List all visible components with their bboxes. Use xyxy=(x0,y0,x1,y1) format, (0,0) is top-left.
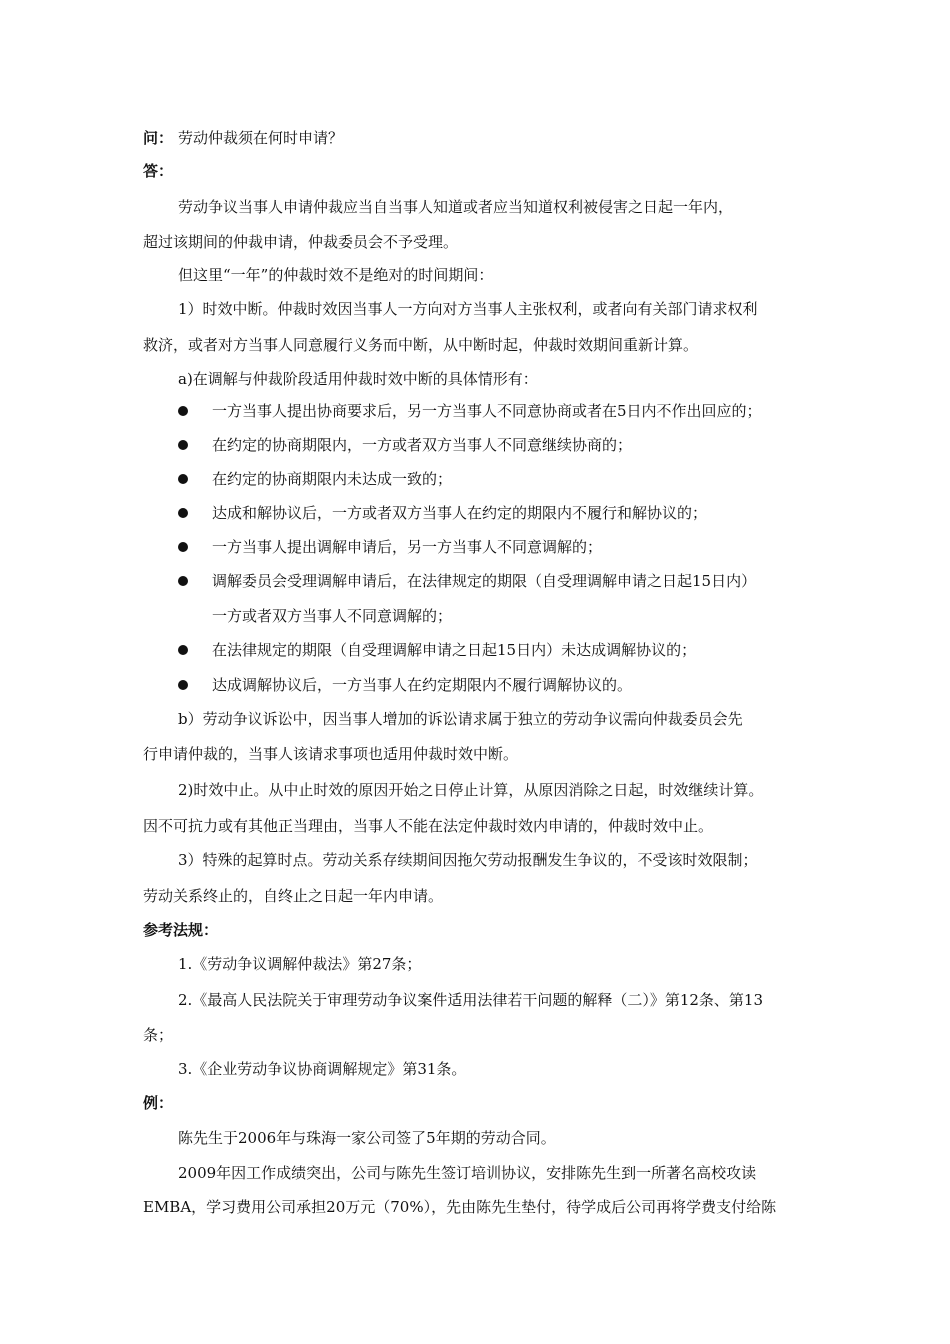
bullet-icon xyxy=(178,645,188,655)
reference-item: 2.《最高人民法院关于审理劳动争议案件适用法律若干问题的解释（二）》第12条、第13 xyxy=(178,991,763,1009)
bullet-icon xyxy=(178,406,188,416)
list-item: 调解委员会受理调解申请后，在法律规定的期限（自受理调解申请之日起15日内） xyxy=(212,572,757,590)
paragraph: 陈先生于2006年与珠海一家公司签了5年期的劳动合同。 xyxy=(178,1129,556,1147)
list-item: 达成和解协议后，一方或者双方当事人在约定的期限内不履行和解协议的； xyxy=(212,504,708,522)
list-item: 一方当事人提出调解申请后，另一方当事人不同意调解的； xyxy=(212,538,603,556)
bullet-icon xyxy=(178,680,188,690)
answer-label: 答： xyxy=(143,162,174,180)
question-label: 问： xyxy=(143,129,174,147)
paragraph: 行申请仲裁的，当事人该请求事项也适用仲裁时效中断。 xyxy=(143,745,519,763)
list-item: 达成调解协议后，一方当事人在约定期限内不履行调解协议的。 xyxy=(212,676,633,694)
paragraph: 超过该期间的仲裁申请，仲裁委员会不予受理。 xyxy=(143,233,459,251)
paragraph: 劳动争议当事人申请仲裁应当自当事人知道或者应当知道权利被侵害之日起一年内， xyxy=(178,198,734,216)
bullet-icon xyxy=(178,474,188,484)
example-label: 例： xyxy=(143,1094,174,1112)
paragraph: 3）特殊的起算时点。劳动关系存续期间因拖欠劳动报酬发生争议的，不受该时效限制； xyxy=(178,851,758,869)
list-item: 在法律规定的期限（自受理调解申请之日起15日内）未达成调解协议的； xyxy=(212,641,697,659)
list-item: 在约定的协商期限内未达成一致的； xyxy=(212,470,453,488)
paragraph: 1）时效中断。仲裁时效因当事人一方向对方当事人主张权利，或者向有关部门请求权利 xyxy=(178,300,758,318)
paragraph: 但这里“一年”的仲裁时效不是绝对的时间期间： xyxy=(178,266,494,284)
paragraph: EMBA，学习费用公司承担20万元（70%），先由陈先生垫付，待学成后公司再将学费支付给陈 xyxy=(143,1198,777,1216)
paragraph: 因不可抗力或有其他正当理由，当事人不能在法定仲裁时效内申请的，仲裁时效中止。 xyxy=(143,817,714,835)
list-item: 一方当事人提出协商要求后，另一方当事人不同意协商或者在5日内不作出回应的； xyxy=(212,402,762,420)
paragraph: 劳动关系终止的，自终止之日起一年内申请。 xyxy=(143,887,444,905)
reference-item: 1.《劳动争议调解仲裁法》第27条； xyxy=(178,955,422,973)
references-label: 参考法规： xyxy=(143,921,219,939)
paragraph: 2009年因工作成绩突出，公司与陈先生签订培训协议，安排陈先生到一所著名高校攻读 xyxy=(178,1164,757,1182)
reference-item: 条； xyxy=(143,1026,174,1044)
question-text: 劳动仲裁须在何时申请？ xyxy=(178,129,344,147)
paragraph: 2)时效中止。从中止时效的原因开始之日停止计算，从原因消除之日起，时效继续计算。 xyxy=(178,781,764,799)
reference-item: 3.《企业劳动争议协商调解规定》第31条。 xyxy=(178,1060,467,1078)
bullet-icon xyxy=(178,508,188,518)
list-item: 在约定的协商期限内，一方或者双方当事人不同意继续协商的； xyxy=(212,436,633,454)
list-item-continuation: 一方或者双方当事人不同意调解的； xyxy=(212,607,453,625)
bullet-icon xyxy=(178,440,188,450)
paragraph: 救济，或者对方当事人同意履行义务而中断，从中断时起，仲裁时效期间重新计算。 xyxy=(143,336,699,354)
bullet-icon xyxy=(178,576,188,586)
paragraph: b）劳动争议诉讼中，因当事人增加的诉讼请求属于独立的劳动争议需向仲裁委员会先 xyxy=(178,710,743,728)
bullet-icon xyxy=(178,542,188,552)
paragraph: a)在调解与仲裁阶段适用仲裁时效中断的具体情形有： xyxy=(178,370,538,388)
